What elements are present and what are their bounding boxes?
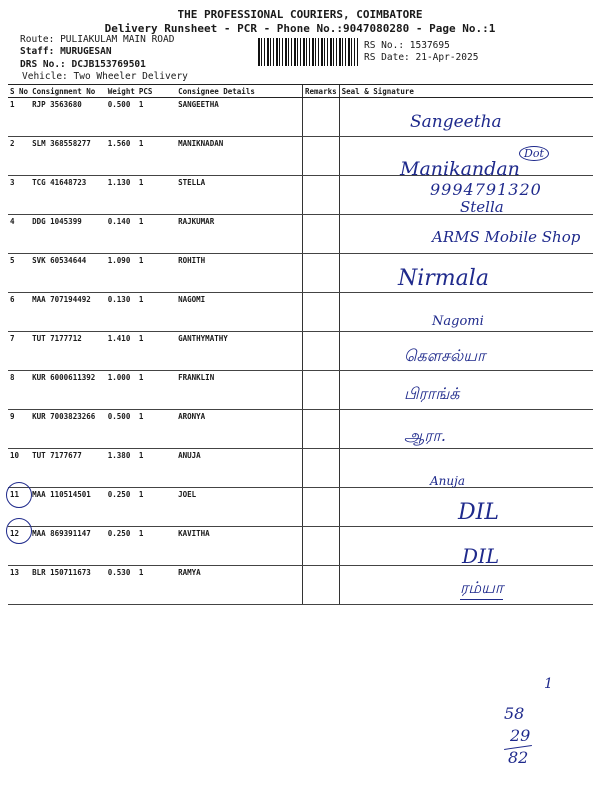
table-row	[8, 98, 593, 137]
cell-pcs: 1	[137, 98, 176, 137]
cell-consignment: SLM 368558277	[30, 137, 106, 176]
cell-consignee: ROHITH	[176, 254, 302, 293]
cell-consignment: MAA 869391147	[30, 527, 106, 566]
cell-sno: 3	[8, 176, 30, 215]
table-row	[8, 410, 593, 449]
cell-consignee: NAGOMI	[176, 293, 302, 332]
handwritten-tally: 82	[508, 748, 529, 767]
rs-no-value: 1537695	[409, 40, 450, 51]
cell-remarks	[303, 98, 340, 137]
cell-consignee: MANIKNADAN	[176, 137, 302, 176]
cell-consignee: SANGEETHA	[176, 98, 302, 137]
cell-remarks	[303, 215, 340, 254]
cell-weight: 0.130	[106, 293, 137, 332]
route-label: Route:	[20, 34, 55, 45]
handwritten-signature: Stella	[460, 198, 504, 216]
handwritten-circle	[6, 518, 32, 544]
drs-label: DRS No.:	[20, 59, 66, 70]
cell-weight: 1.560	[106, 137, 137, 176]
company-name: THE PROFESSIONAL COURIERS, COIMBATORE	[177, 8, 423, 21]
cell-sno: 5	[8, 254, 30, 293]
cell-weight: 0.500	[106, 410, 137, 449]
cell-weight: 0.250	[106, 527, 137, 566]
table-row	[8, 332, 593, 371]
cell-sno: 10	[8, 449, 30, 488]
handwritten-signature: Manikandan	[400, 158, 520, 180]
col-consignment: Consignment No	[30, 85, 106, 98]
cell-consignment: DDG 1045399	[30, 215, 106, 254]
cell-sno: 1	[8, 98, 30, 137]
col-weight: Weight	[107, 86, 135, 96]
vehicle-label: Vehicle:	[22, 71, 68, 82]
cell-pcs: 1	[137, 176, 176, 215]
cell-consignment: KUR 7003823266	[30, 410, 106, 449]
cell-remarks	[303, 488, 340, 527]
handwritten-signature: Anuja	[430, 474, 465, 488]
staff-value: MURUGESAN	[60, 46, 112, 57]
cell-sno: 4	[8, 215, 30, 254]
cell-remarks	[303, 137, 340, 176]
handwritten-tally: 58	[504, 704, 525, 723]
handwritten-signature: Nagomi	[432, 314, 484, 329]
rs-date-line	[364, 52, 478, 63]
vehicle-value: Two Wheeler Delivery	[73, 71, 188, 82]
cell-signature	[339, 371, 593, 410]
cell-pcs: 1	[137, 293, 176, 332]
cell-sno: 7	[8, 332, 30, 371]
col-signature: Seal & Signature	[339, 85, 593, 98]
table-row	[8, 293, 593, 332]
cell-sno: 8	[8, 371, 30, 410]
rs-date-label: RS Date:	[364, 52, 410, 63]
col-consignee: Consignee Details	[176, 85, 302, 98]
handwritten-signature: Sangeetha	[410, 112, 502, 132]
cell-weight: 0.250	[106, 488, 137, 527]
col-remarks: Remarks	[303, 85, 340, 98]
cell-consignee: ARONYA	[176, 410, 302, 449]
cell-remarks	[303, 410, 340, 449]
cell-consignment: TUT 7177712	[30, 332, 106, 371]
cell-pcs: 1	[137, 371, 176, 410]
route-line	[20, 34, 174, 45]
staff-line	[20, 46, 112, 57]
table-row	[8, 566, 593, 605]
cell-consignee: ANUJA	[176, 449, 302, 488]
cell-sno: 6	[8, 293, 30, 332]
cell-pcs: 1	[137, 488, 176, 527]
rs-date-value: 21-Apr-2025	[415, 52, 479, 63]
runsheet-title: Delivery Runsheet - PCR - Phone No.:9047080280 - Page No.:1	[104, 22, 496, 35]
cell-consignment: TUT 7177677	[30, 449, 106, 488]
cell-consignment: KUR 6000611392	[30, 371, 106, 410]
cell-remarks	[303, 332, 340, 371]
cell-consignee: GANTHYMATHY	[176, 332, 302, 371]
handwritten-signature: DIL	[458, 500, 499, 525]
handwritten-signature: DIL	[462, 544, 500, 568]
cell-sno: 11	[8, 488, 30, 527]
table-header-row	[8, 85, 593, 98]
handwritten-tally: 29	[510, 726, 531, 745]
cell-consignee: JOEL	[176, 488, 302, 527]
cell-consignment: RJP 3563680	[30, 98, 106, 137]
rs-no-label: RS No.:	[364, 40, 405, 51]
table-row	[8, 254, 593, 293]
cell-pcs: 1	[137, 215, 176, 254]
cell-pcs: 1	[137, 527, 176, 566]
handwritten-phone: 9994791320	[430, 180, 542, 199]
cell-consignee: STELLA	[176, 176, 302, 215]
table-row	[8, 449, 593, 488]
cell-consignee: RAJKUMAR	[176, 215, 302, 254]
cell-consignment: BLR 150711673	[30, 566, 106, 605]
cell-consignee: KAVITHA	[176, 527, 302, 566]
cell-consignment: MAA 110514501	[30, 488, 106, 527]
col-sno: S No	[10, 86, 29, 96]
cell-sno: 9	[8, 410, 30, 449]
drs-value: DCJB153769501	[71, 59, 146, 70]
cell-weight: 0.500	[106, 98, 137, 137]
rs-no-line	[364, 40, 450, 51]
cell-signature	[339, 449, 593, 488]
table-row	[8, 371, 593, 410]
col-pcs: PCS	[137, 85, 176, 98]
cell-pcs: 1	[137, 332, 176, 371]
cell-remarks	[303, 527, 340, 566]
cell-consignment: TCG 41648723	[30, 176, 106, 215]
barcode	[258, 38, 358, 66]
cell-sno: 2	[8, 137, 30, 176]
cell-pcs: 1	[137, 566, 176, 605]
cell-pcs: 1	[137, 449, 176, 488]
cell-weight: 1.410	[106, 332, 137, 371]
cell-remarks	[303, 176, 340, 215]
cell-pcs: 1	[137, 254, 176, 293]
drs-line	[20, 59, 146, 70]
cell-remarks	[303, 449, 340, 488]
handwritten-signature: ARMS Mobile Shop	[432, 228, 581, 246]
cell-weight: 0.530	[106, 566, 137, 605]
handwritten-circle	[6, 482, 32, 508]
staff-label: Staff:	[20, 46, 55, 57]
cell-consignee: FRANKLIN	[176, 371, 302, 410]
cell-consignment: SVK 60534644	[30, 254, 106, 293]
cell-remarks	[303, 293, 340, 332]
cell-weight: 1.090	[106, 254, 137, 293]
cell-pcs: 1	[137, 137, 176, 176]
cell-remarks	[303, 254, 340, 293]
cell-signature	[339, 410, 593, 449]
cell-sno: 13	[8, 566, 30, 605]
handwritten-note: Dot	[519, 146, 549, 161]
handwritten-signature: ரம்யா	[460, 578, 503, 600]
route-value: PULIAKULAM MAIN ROAD	[60, 34, 175, 45]
vehicle-line	[22, 71, 188, 82]
cell-weight: 0.140	[106, 215, 137, 254]
table-row	[8, 527, 593, 566]
cell-sno: 12	[8, 527, 30, 566]
cell-weight: 1.130	[106, 176, 137, 215]
cell-weight: 1.000	[106, 371, 137, 410]
cell-weight: 1.380	[106, 449, 137, 488]
handwritten-signature: கௌசல்யா	[404, 346, 486, 365]
handwritten-signature: பிராங்க்	[404, 384, 460, 403]
cell-consignee: RAMYA	[176, 566, 302, 605]
handwritten-signature: ஆரா.	[404, 426, 446, 445]
cell-consignment: MAA 707194492	[30, 293, 106, 332]
cell-remarks	[303, 566, 340, 605]
handwritten-tick: 1	[544, 676, 553, 692]
table-row	[8, 488, 593, 527]
cell-pcs: 1	[137, 410, 176, 449]
cell-remarks	[303, 371, 340, 410]
handwritten-signature: Nirmala	[398, 266, 489, 291]
